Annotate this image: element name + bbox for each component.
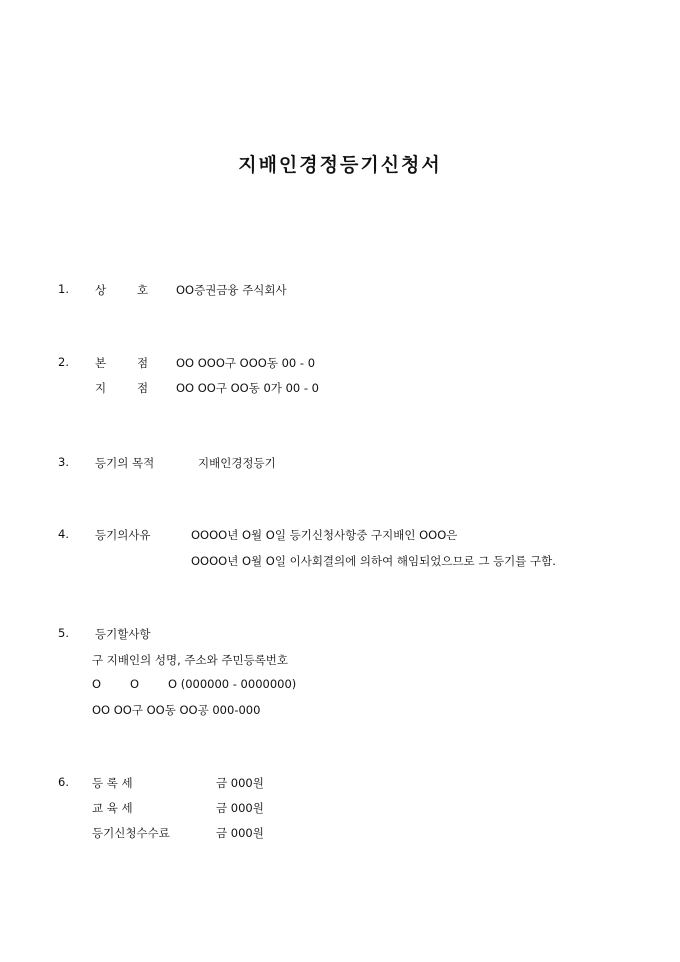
section-1-label-a: 상 <box>95 283 107 297</box>
purpose-label: 등기의 목적 <box>95 456 155 470</box>
head-office-label-a: 본 <box>95 356 107 370</box>
purpose-value: 지배인경정등기 <box>198 456 276 470</box>
manager-name-a: O <box>92 677 102 691</box>
section-4-number: 4. <box>58 527 69 541</box>
section-1-label-b: 호 <box>137 283 149 297</box>
branch-label-a: 지 <box>95 381 107 395</box>
company-name-value: OO증권금융 주식회사 <box>176 283 287 297</box>
section-6-number: 6. <box>58 775 69 789</box>
head-office-label-b: 점 <box>137 356 149 370</box>
registration-items-line-1: 구 지배인의 성명, 주소와 주민등록번호 <box>92 653 289 667</box>
registration-items-label: 등기할사항 <box>95 627 151 641</box>
fee-row-label: 등 록 세 <box>92 776 133 790</box>
fee-row-value: 금 000원 <box>216 801 264 815</box>
section-3-number: 3. <box>58 455 69 469</box>
reason-line-1: OOOO년 O월 O일 등기신청사항중 구지배인 OOO은 <box>191 528 458 542</box>
manager-id-number: O (000000 - 0000000) <box>168 677 297 691</box>
section-2-number: 2. <box>58 355 69 369</box>
fee-row-label: 등기신청수수료 <box>92 826 170 840</box>
fee-row-value: 금 000원 <box>216 826 264 840</box>
branch-address: OO OO구 OO동 0가 00 - 0 <box>176 381 319 395</box>
manager-name-b: O <box>130 677 140 691</box>
fee-row-value: 금 000원 <box>216 776 264 790</box>
fee-row-label: 교 육 세 <box>92 801 133 815</box>
section-5-number: 5. <box>58 626 69 640</box>
head-office-address: OO OOO구 OOO동 00 - 0 <box>176 356 316 370</box>
reason-label: 등기의사유 <box>95 528 151 542</box>
reason-line-2: OOOO년 O월 O일 이사회결의에 의하여 해임되었으므로 그 등기를 구함. <box>191 554 556 568</box>
section-1-number: 1. <box>58 282 69 296</box>
branch-label-b: 점 <box>137 381 149 395</box>
manager-address: OO OO구 OO동 OO공 000-000 <box>92 703 261 717</box>
document-title: 지배인경정등기신청서 <box>238 154 442 176</box>
